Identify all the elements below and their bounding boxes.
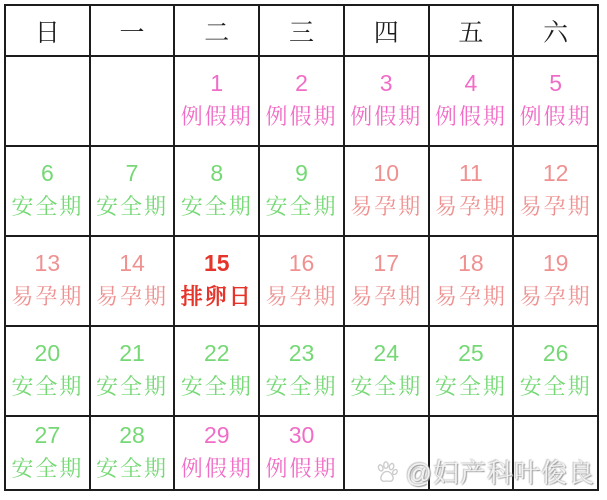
- day-number: 3: [379, 70, 393, 97]
- day-label: 安全期: [265, 374, 338, 399]
- day-label: 例假期: [350, 104, 423, 129]
- day-label: 安全期: [96, 456, 169, 481]
- weekday-header-tue: 二: [175, 6, 258, 55]
- day-label: 排卵日: [180, 284, 253, 309]
- day-cell-21: [91, 327, 174, 415]
- day-label: 易孕期: [350, 194, 423, 219]
- day-number: 18: [458, 250, 484, 277]
- day-cell-22: [175, 327, 258, 415]
- weekday-header-thu: 四: [345, 6, 428, 55]
- day-number: 4: [464, 70, 478, 97]
- day-cell-29: [175, 417, 258, 489]
- day-label: 安全期: [96, 194, 169, 219]
- watermark-text: @妇产科叶俊良: [405, 458, 595, 488]
- day-cell-empty: [345, 417, 428, 489]
- day-label: 安全期: [519, 374, 592, 399]
- day-number: 11: [458, 160, 483, 187]
- day-label: 例假期: [434, 104, 507, 129]
- day-label: 安全期: [180, 374, 253, 399]
- day-number: 19: [542, 250, 569, 277]
- day-number: 25: [458, 340, 484, 367]
- day-number: 16: [288, 250, 315, 277]
- day-number: 14: [119, 250, 145, 277]
- day-cell-26: [514, 327, 597, 415]
- day-number: 23: [288, 340, 315, 367]
- day-number: 8: [210, 160, 224, 187]
- day-cell-23: [260, 327, 343, 415]
- day-number: 30: [288, 422, 315, 449]
- day-number: 10: [373, 160, 399, 187]
- day-number: 9: [295, 160, 308, 187]
- day-label: 易孕期: [519, 194, 592, 219]
- day-cell-9: [260, 147, 343, 235]
- day-cell-18: [430, 237, 513, 325]
- calendar-grid: [4, 4, 599, 491]
- weekday-header-mon: 一: [91, 6, 174, 55]
- day-cell-2: [260, 57, 343, 145]
- day-label: 安全期: [11, 194, 84, 219]
- day-label: 安全期: [11, 456, 84, 481]
- day-number: 7: [125, 160, 139, 187]
- day-cell-3: [345, 57, 428, 145]
- day-label: 例假期: [180, 104, 253, 129]
- day-label: 易孕期: [96, 284, 169, 309]
- day-number: 15: [203, 250, 230, 277]
- day-label: 易孕期: [265, 284, 338, 309]
- day-cell-14: [91, 237, 174, 325]
- day-label: 安全期: [180, 194, 253, 219]
- day-number: 22: [203, 340, 230, 367]
- day-number: 28: [119, 422, 145, 449]
- day-cell-13: [6, 237, 89, 325]
- day-number: 27: [34, 422, 61, 449]
- day-cell-19: [514, 237, 597, 325]
- day-number: 1: [210, 70, 224, 97]
- day-cell-28: [91, 417, 174, 489]
- day-number: 26: [542, 340, 569, 367]
- day-number: 17: [373, 250, 399, 277]
- day-cell-empty: [91, 57, 174, 145]
- day-cell-27: [6, 417, 89, 489]
- day-cell-15-ovulation: [175, 237, 258, 325]
- day-cell-1: [175, 57, 258, 145]
- day-label: 易孕期: [434, 194, 507, 219]
- day-label: 安全期: [96, 374, 169, 399]
- day-label: 易孕期: [434, 284, 507, 309]
- day-cell-12: [514, 147, 597, 235]
- day-label: 安全期: [11, 374, 84, 399]
- day-cell-24: [345, 327, 428, 415]
- day-number: 13: [34, 250, 61, 277]
- day-number: 24: [373, 340, 399, 367]
- day-cell-5: [514, 57, 597, 145]
- day-cell-7: [91, 147, 174, 235]
- day-number: 21: [119, 340, 145, 367]
- day-label: 例假期: [265, 104, 338, 129]
- day-label: 例假期: [180, 456, 253, 481]
- day-number: 6: [40, 160, 54, 187]
- day-cell-8: [175, 147, 258, 235]
- day-cell-16: [260, 237, 343, 325]
- day-cell-20: [6, 327, 89, 415]
- day-cell-empty: [430, 417, 513, 489]
- weekday-header-sun: 日: [6, 6, 89, 55]
- day-cell-10: [345, 147, 428, 235]
- day-number: 20: [34, 340, 61, 367]
- day-cell-17: [345, 237, 428, 325]
- weekday-header-wed: 三: [260, 6, 343, 55]
- weekday-header-fri: 五: [430, 6, 513, 55]
- day-label: 安全期: [265, 194, 338, 219]
- day-number: 12: [542, 160, 569, 187]
- day-label: 安全期: [350, 374, 423, 399]
- day-cell-25: [430, 327, 513, 415]
- day-label: 安全期: [434, 374, 507, 399]
- day-cell-30: [260, 417, 343, 489]
- day-number: 5: [549, 70, 563, 97]
- day-cell-6: [6, 147, 89, 235]
- day-cell-4: [430, 57, 513, 145]
- day-cell-empty: [6, 57, 89, 145]
- weekday-header-sat: 六: [514, 6, 597, 55]
- day-number: 29: [203, 422, 230, 449]
- day-label: 例假期: [519, 104, 592, 129]
- day-label: 易孕期: [11, 284, 84, 309]
- day-label: 易孕期: [350, 284, 423, 309]
- day-label: 例假期: [265, 456, 338, 481]
- day-number: 2: [295, 70, 308, 97]
- day-label: 易孕期: [519, 284, 592, 309]
- day-cell-empty: [514, 417, 597, 489]
- day-cell-11: [430, 147, 513, 235]
